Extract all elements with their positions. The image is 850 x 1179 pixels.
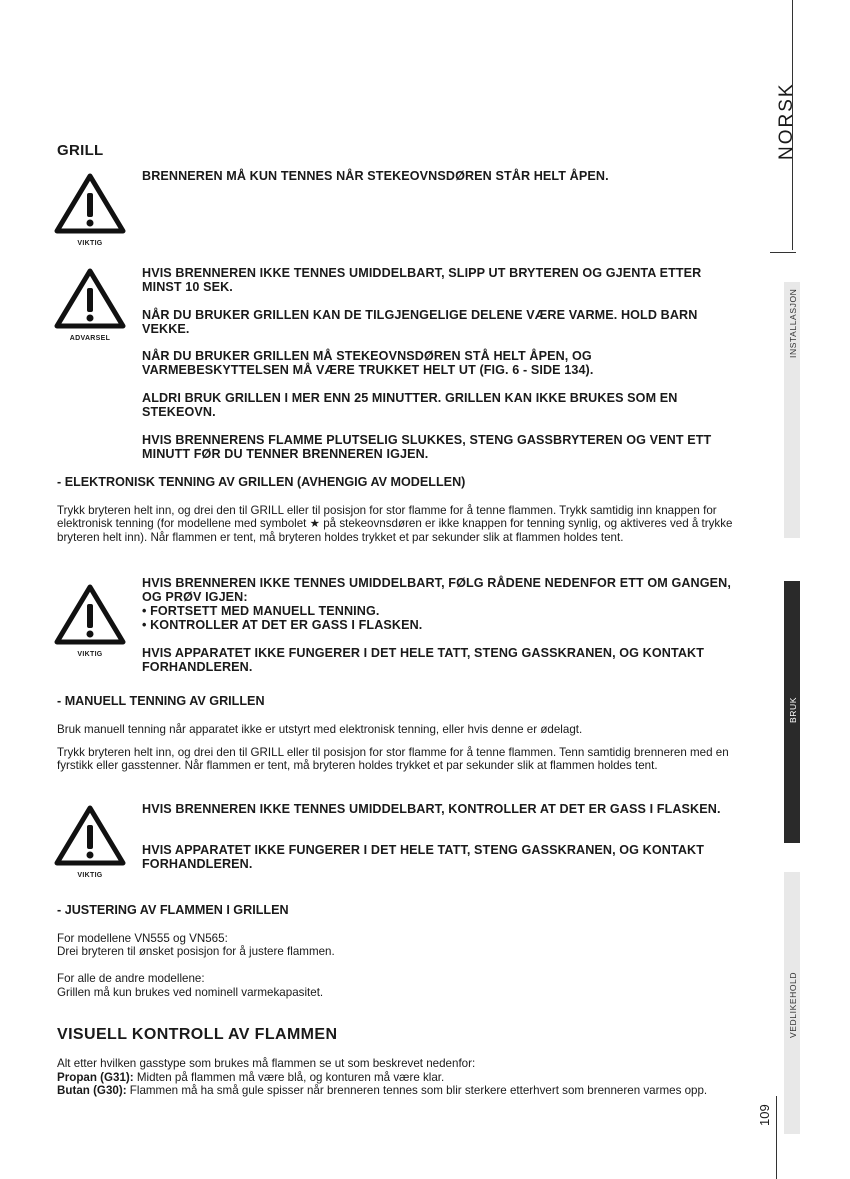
warning-text: HVIS BRENNERENS FLAMME PLUTSELIG SLUKKES, STENG GASSBRYTEREN OG VENT ETT MINUTT FØR DU TENNER BRENNEREN IGJEN.	[142, 433, 712, 461]
tab-bruk[interactable]	[784, 581, 800, 843]
butan-label: Butan (G30):	[57, 1084, 127, 1097]
warning-bullet: • FORTSETT MED MANUELL TENNING.	[142, 604, 380, 618]
warning-icon-advarsel	[54, 268, 126, 342]
warning-text: NÅR DU BRUKER GRILLEN MÅ STEKEOVNSDØREN STÅ HELT ÅPEN, OG VARMEBESKYTTELSEN MÅ VÆRE TRUKKET HELT UT (FIG. 6 - SIDE 134).	[142, 349, 594, 377]
sidebar-rule-underline	[770, 252, 796, 253]
subheading-manual: - MANUELL TENNING AV GRILLEN	[57, 694, 265, 708]
body-text: Alt etter hvilken gasstype som brukes må flammen se ut som beskrevet nedenfor:	[57, 1057, 476, 1070]
warning-text: HVIS APPARATET IKKE FUNGERER I DET HELE TATT, STENG GASSKRANEN, OG KONTAKT FORHANDLEREN.	[142, 646, 705, 674]
warning-triangle-icon	[54, 268, 126, 330]
warning-icon-label: VIKTIG	[77, 240, 103, 247]
butan-text: Flammen må ha små gule spisser når brenneren tennes som blir sterkere etterhvert som brenneren varmes opp.	[126, 1084, 708, 1097]
warning-text: NÅR DU BRUKER GRILLEN KAN DE TILGJENGELIGE DELENE VÆRE VARME. HOLD BARN VEKKE.	[142, 308, 698, 336]
tab-bruk-label: BRUK	[788, 696, 798, 723]
propan-label: Propan (G31):	[57, 1071, 134, 1084]
page-number-rule	[776, 1096, 777, 1179]
warning-text: HVIS BRENNEREN IKKE TENNES UMIDDELBART, KONTROLLER AT DET ER GASS I FLASKEN.	[142, 802, 721, 816]
page-number: 109	[757, 1104, 772, 1126]
subheading-adjust: - JUSTERING AV FLAMMEN I GRILLEN	[57, 903, 289, 917]
body-text: Trykk bryteren helt inn, og drei den til GRILL eller til posisjon for stor flamme for å tenne flammen. Tenn samtidig brenneren med en fyrstikk eller gasstenner. Når flammen er tent, må bryteren holdes trykket et par sekunder slik at flammen holdes tent.	[57, 746, 729, 773]
warning-icon-viktig	[54, 584, 126, 658]
warning-text: HVIS APPARATET IKKE FUNGERER I DET HELE TATT, STENG GASSKRANEN, OG KONTAKT FORHANDLEREN.	[142, 843, 705, 871]
body-text: Grillen må kun brukes ved nominell varmekapasitet.	[57, 986, 324, 999]
warning-icon-label: VIKTIG	[77, 872, 103, 879]
subheading-electronic: - ELEKTRONISK TENNING AV GRILLEN (AVHENGIG AV MODELLEN)	[57, 475, 466, 489]
body-text: For alle de andre modellene:	[57, 972, 205, 985]
warning-triangle-icon	[54, 173, 126, 235]
body-text: Trykk bryteren helt inn, og drei den til GRILL eller til posisjon for stor flamme for å tenne flammen. Trykk samtidig inn knappen for elektronisk tenning (for modellene med symbolet ★ på stekeovnsdøren er ikke knappen for tenning synlig, og aktiveres ved å trykke bryteren helt inn). Når flammen er tent, må bryteren holdes trykket et par sekunder slik at flammen holdes tent.	[57, 504, 733, 544]
warning-bullet: • KONTROLLER AT DET ER GASS I FLASKEN.	[142, 618, 423, 632]
body-text: Bruk manuell tenning når apparatet ikke er utstyrt med elektronisk tenning, eller hvis denne er ødelagt.	[57, 723, 583, 736]
warning-text: HVIS BRENNEREN IKKE TENNES UMIDDELBART, SLIPP UT BRYTEREN OG GJENTA ETTER MINST 10 SEK.	[142, 266, 702, 294]
propan-line	[57, 1071, 737, 1084]
warning-text: BRENNEREN MÅ KUN TENNES NÅR STEKEOVNSDØREN STÅR HELT ÅPEN.	[142, 169, 609, 183]
warning-text: ALDRI BRUK GRILLEN I MER ENN 25 MINUTTER. GRILLEN KAN IKKE BRUKES SOM EN STEKEOVN.	[142, 391, 678, 419]
body-text: For modellene VN555 og VN565:	[57, 932, 228, 945]
tab-vedlikehold-label: VEDLIKEHOLD	[788, 971, 798, 1038]
tab-installasjon[interactable]	[784, 282, 800, 538]
warning-icon-viktig	[54, 173, 126, 247]
tab-vedlikehold[interactable]	[784, 872, 800, 1134]
section-title-grill: GRILL	[57, 142, 104, 159]
warning-triangle-icon	[54, 584, 126, 646]
language-label: NORSK	[776, 82, 797, 160]
warning-text: HVIS BRENNEREN IKKE TENNES UMIDDELBART, FØLG RÅDENE NEDENFOR ETT OM GANGEN, OG PRØV IGJEN:	[142, 576, 731, 604]
section-title-visual: VISUELL KONTROLL AV FLAMMEN	[57, 1026, 338, 1043]
warning-icon-label: ADVARSEL	[69, 335, 111, 342]
warning-icon-label: VIKTIG	[77, 651, 103, 658]
butan-line	[57, 1084, 737, 1097]
body-text: Drei bryteren til ønsket posisjon for å justere flammen.	[57, 945, 335, 958]
warning-icon-viktig	[54, 805, 126, 879]
warning-triangle-icon	[54, 805, 126, 867]
tab-installasjon-label: INSTALLASJON	[788, 288, 798, 358]
propan-text: Midten på flammen må være blå, og konturen må være klar.	[133, 1071, 445, 1084]
